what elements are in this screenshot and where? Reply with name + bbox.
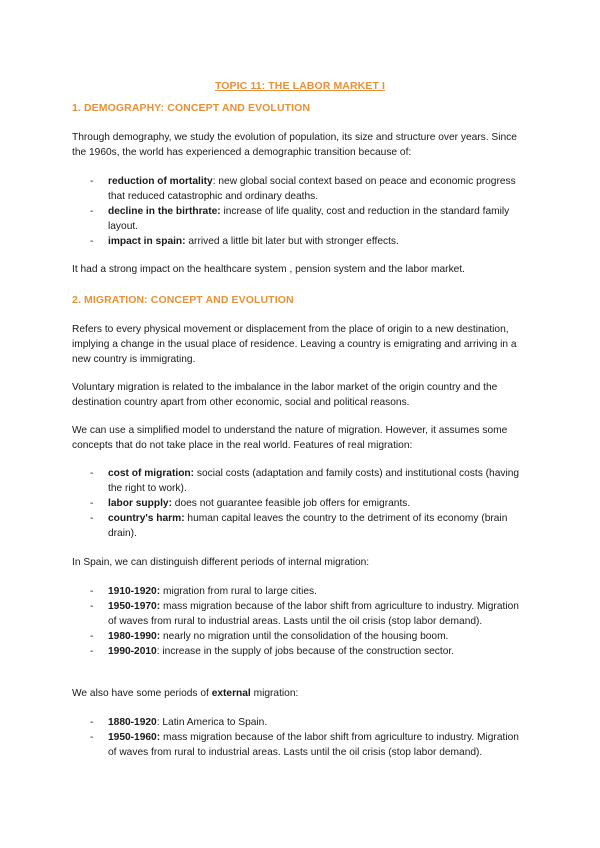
list-item: - 1980-1990: nearly no migration until the consolidation of the housing boom.	[90, 631, 449, 642]
migration-definition: Refers to every physical movement or displacement from the place of origin to a new destination, implying a change in the usual place of residence. Leaving a country is emigrating and arriving in a new country is immigrating.	[72, 324, 517, 365]
list-item: - 1880-1920: Latin America to Spain.	[90, 717, 268, 728]
internal-migration-intro: In Spain, we can distinguish different periods of internal migration:	[72, 557, 370, 568]
internal-migration-list	[90, 584, 530, 659]
demography-outro: It had a strong impact on the healthcare system , pension system and the labor market.	[72, 264, 465, 275]
list-item: - 1950-1970: mass migration because of the labor shift from agriculture to industry. Migration of waves from rural to industrial areas. Lasts until the oil crisis (stop labor demand).	[90, 601, 519, 627]
list-item: - impact in spain: arrived a little bit later but with stronger effects.	[90, 236, 399, 247]
features-list	[90, 466, 530, 541]
section-heading-migration: 2. MIGRATION: CONCEPT AND EVOLUTION	[72, 294, 294, 306]
migration-model: We can use a simplified model to understand the nature of migration. However, it assumes some concepts that do not take place in the real world. Features of real migration:	[72, 425, 508, 451]
page-title: TOPIC 11: THE LABOR MARKET I	[214, 80, 386, 92]
demography-intro: Through demography, we study the evolution of population, its size and structure over years. Since the 1960s, the world has experienced a demographic transition because of:	[72, 132, 517, 158]
list-item: - country's harm: human capital leaves the country to the detriment of its economy (brain drain).	[90, 513, 508, 539]
list-item: - labor supply: does not guarantee feasible job offers for emigrants.	[90, 498, 411, 509]
list-item: - 1910-1920: migration from rural to large cities.	[90, 586, 317, 597]
external-migration-intro: We also have some periods of external migration:	[72, 688, 299, 699]
list-item: - reduction of mortality: new global social context based on peace and economic progress that reduced catastrophic and ordinary deaths.	[90, 176, 516, 202]
section-heading-demography: 1. DEMOGRAPHY: CONCEPT AND EVOLUTION	[72, 102, 311, 114]
list-item: - cost of migration: social costs (adaptation and family costs) and institutional costs (having the right to work).	[90, 468, 520, 494]
demography-list	[90, 174, 530, 249]
list-item: - 1990-2010: increase in the supply of jobs because of the construction sector.	[90, 646, 455, 657]
external-migration-list	[90, 715, 530, 760]
list-item: - 1950-1960: mass migration because of the labor shift from agriculture to industry. Migration of waves from rural to industrial areas. Lasts until the oil crisis (stop labor demand).	[90, 732, 519, 758]
list-item: - decline in the birthrate: increase of life quality, cost and reduction in the standard family layout.	[90, 206, 510, 232]
migration-voluntary: Voluntary migration is related to the imbalance in the labor market of the origin country and the destination country apart from other economic, social and political reasons.	[72, 382, 498, 408]
